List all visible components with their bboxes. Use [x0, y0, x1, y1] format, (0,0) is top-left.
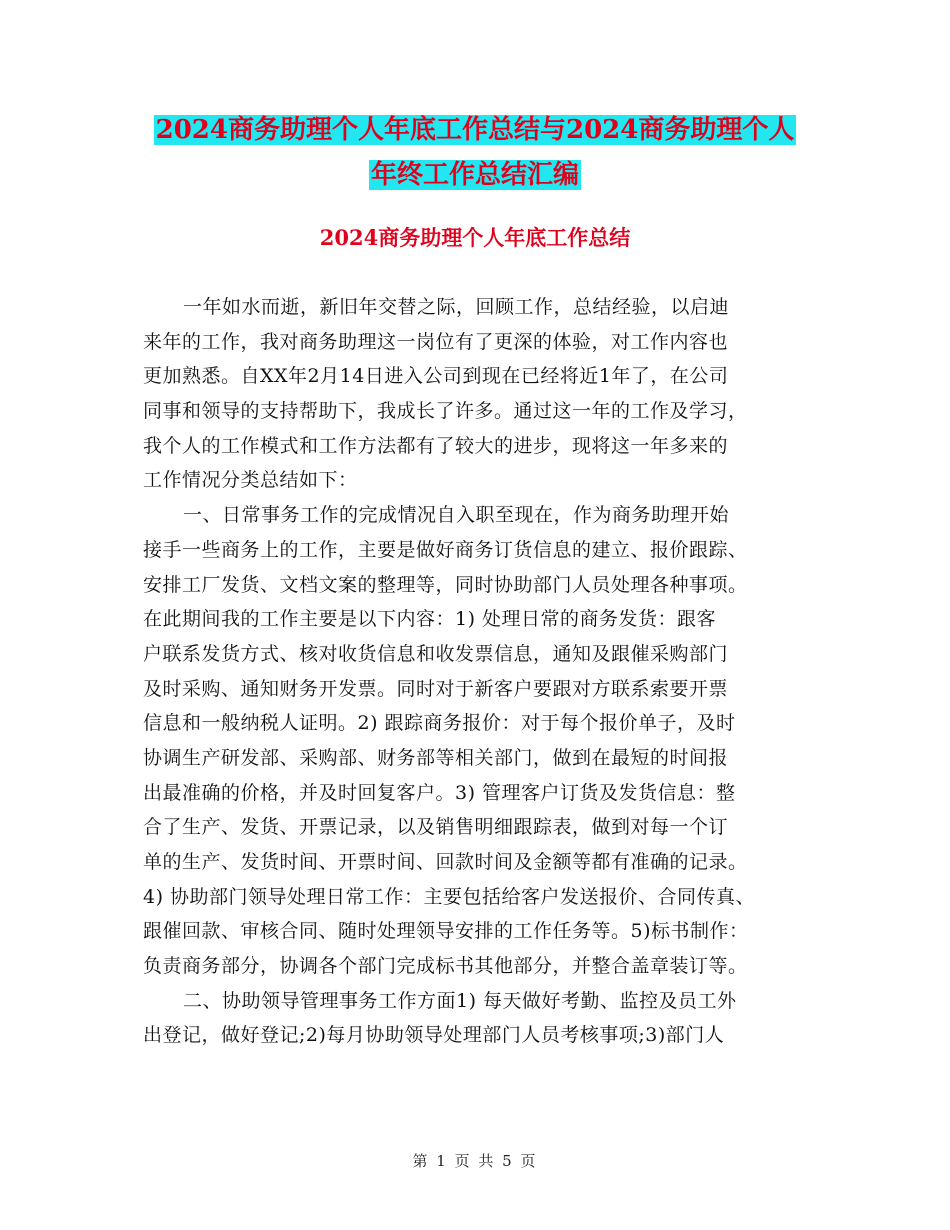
text-line: 及时采购、通知财务开发票。同时对于新客户要跟对方联系索要开票	[143, 677, 729, 700]
text-line: 4) 协助部门领导处理日常工作：主要包括给客户发送报价、合同传真、	[143, 885, 756, 908]
text-line: 我个人的工作模式和工作方法都有了较大的进步，现将这一年多来的	[143, 434, 729, 457]
text-line: 同事和领导的支持帮助下，我成长了许多。通过这一年的工作及学习，	[143, 400, 748, 423]
title-highlight: 2024商务助理个人年底工作总结与2024商务助理个人	[155, 115, 795, 145]
text-line: 信息和一般纳税人证明。2) 跟踪商务报价：对于每个报价单子，及时	[143, 712, 736, 735]
text-line: 出登记，做好登记;2)每月协助领导处理部门人员考核事项;3)部门人	[143, 1024, 725, 1047]
text-line: 单的生产、发货时间、开票时间、回款时间及金额等都有准确的记录。	[143, 851, 748, 873]
text-line: 负责商务部分，协调各个部门完成标书其他部分，并整合盖章装订等。	[143, 955, 748, 978]
text-line: 来年的工作，我对商务助理这一岗位有了更深的体验，对工作内容也	[143, 330, 729, 353]
text-line: 一、日常事务工作的完成情况自入职至现在，作为商务助理开始	[183, 504, 730, 527]
text-line: 接手一些商务上的工作，主要是做好商务订货信息的建立、报价跟踪、	[143, 538, 748, 561]
page-footer: 第 1 页 共 5 页	[412, 1152, 538, 1170]
section-title: 2024商务助理个人年底工作总结	[319, 225, 631, 250]
text-line: 跟催回款、审核合同、随时处理领导安排的工作任务等。5)标书制作：	[143, 920, 749, 943]
text-line: 更加熟悉。自XX年2月14日进入公司到现在已经将近1年了，在公司	[143, 365, 729, 388]
text-line: 工作情况分类总结如下：	[143, 469, 358, 492]
paragraph-3	[143, 984, 823, 1053]
text-line: 合了生产、发货、开票记录，以及销售明细跟踪表，做到对每一个订	[143, 816, 729, 839]
text-line: 一年如水而逝，新旧年交替之际，回顾工作，总结经验，以启迪	[183, 296, 730, 318]
paragraph-2	[143, 498, 823, 984]
text-line: 出最准确的价格，并及时回复客户。3) 管理客户订货及发货信息：整	[143, 781, 736, 804]
text-line: 户联系发货方式、核对收货信息和收发票信息，通知及跟催采购部门	[143, 642, 729, 665]
text-line: 安排工厂发货、文档文案的整理等，同时协助部门人员处理各种事项。	[143, 573, 748, 596]
document-title-line-2	[0, 155, 950, 195]
document-title-line-1	[0, 110, 950, 150]
title-highlight: 年终工作总结汇编	[370, 160, 579, 190]
text-line: 协调生产研发部、采购部、财务部等相关部门，做到在最短的时间报	[143, 746, 729, 769]
text-line: 在此期间我的工作主要是以下内容：1) 处理日常的商务发货：跟客	[143, 608, 717, 631]
body-text	[143, 290, 823, 1053]
paragraph-1	[143, 290, 823, 498]
text-line: 二、协助领导管理事务工作方面1) 每天做好考勤、监控及员工外	[183, 989, 737, 1012]
